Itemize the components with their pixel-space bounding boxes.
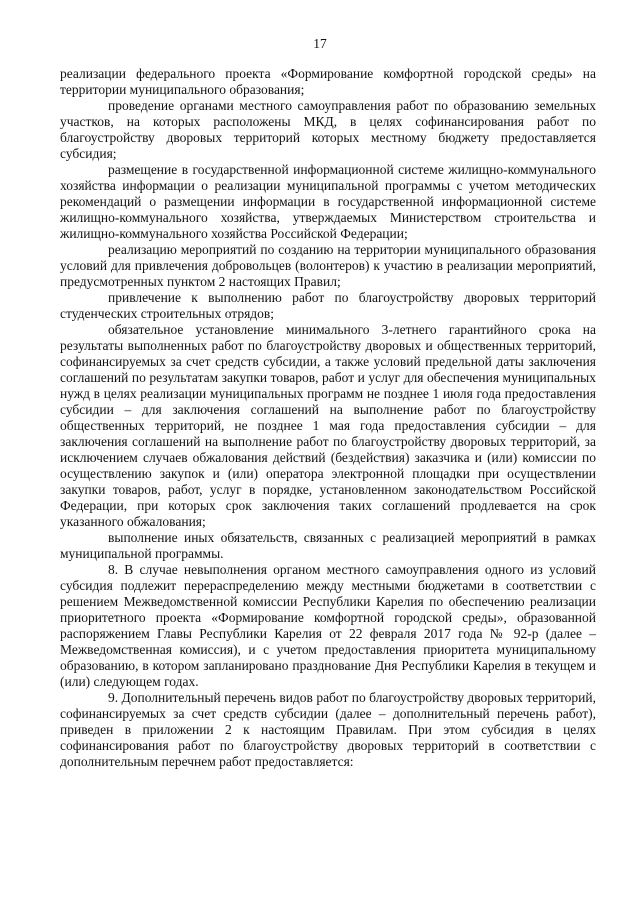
- paragraph-continuation: реализации федерального проекта «Формирование комфортной городской среды» на территории муниципального образования;: [60, 66, 596, 97]
- document-body: [60, 66, 596, 770]
- paragraph-section-9: 9. Дополнительный перечень видов работ по благоустройству дворовых территорий, софинансируемых за счет средств субсидии (далее – дополнительный перечень работ), приведен в приложении 2 к настоящим Правилам. При этом субсидия в целях софинансирования работ по благоустройству дворовых территорий в соответствии с дополнительным перечнем работ предоставляется:: [60, 690, 596, 769]
- paragraph: реализацию мероприятий по созданию на территории муниципального образования условий для привлечения добровольцев (волонтеров) к участию в реализации мероприятий, предусмотренных пунктом 2 настоящих Правил;: [60, 242, 596, 289]
- paragraph: проведение органами местного самоуправления работ по образованию земельных участков, на которых расположены МКД, в целях софинансирования работ по благоустройству дворовых территорий которых местному бюджету предоставляется субсидия;: [60, 98, 596, 161]
- page-number: 17: [313, 36, 327, 51]
- paragraph: привлечение к выполнению работ по благоустройству дворовых территорий студенческих строительных отрядов;: [60, 290, 596, 321]
- paragraph-section-8: 8. В случае невыполнения органом местного самоуправления одного из условий субсидия подлежит перераспределению между местными бюджетами в соответствии с решением Межведомственной комиссии Республики Карелия по обеспечению реализации приоритетного проекта «Формирование комфортной городской среды», образованной распоряжением Главы Республики Карелия от 22 февраля 2017 года № 92-р (далее – Межведомственная комиссия), и с учетом предоставления приоритета муниципальному образованию, в котором запланировано празднование Дня Республики Карелия в текущем и (или) следующем годах.: [60, 562, 596, 689]
- paragraph: обязательное установление минимального 3-летнего гарантийного срока на результаты выполненных работ по благоустройству дворовых и общественных территорий, софинансируемых за счет средств субсидии, а также условий предельной даты заключения соглашений по результатам закупки товаров, работ и услуг для обеспечения муниципальных нужд в целях реализации муниципальных программ не позднее 1 июля года предоставления субсидии – для заключения соглашений на выполнение работ по благоустройству общественных территорий, не позднее 1 мая года предоставления субсидии – для заключения соглашений на выполнение работ по благоустройству дворовых территорий, за исключением случаев обжалования действий (бездействия) заказчика и (или) комиссии по осуществлению закупок и (или) оператора электронной площадки при осуществлении закупки товаров, работ, услуг в порядке, установленном законодательством Российской Федерации, при которых срок заключения таких соглашений продлевается на срок указанного обжалования;: [60, 322, 596, 529]
- paragraph: размещение в государственной информационной системе жилищно-коммунального хозяйства информации о реализации муниципальной программы с учетом методических рекомендаций о размещении информации в государственной информационной системе жилищно-коммунального хозяйства, утверждаемых Министерством строительства и жилищно-коммунального хозяйства Российской Федерации;: [60, 162, 596, 241]
- paragraph: выполнение иных обязательств, связанных с реализацией мероприятий в рамках муниципальной программы.: [60, 530, 596, 561]
